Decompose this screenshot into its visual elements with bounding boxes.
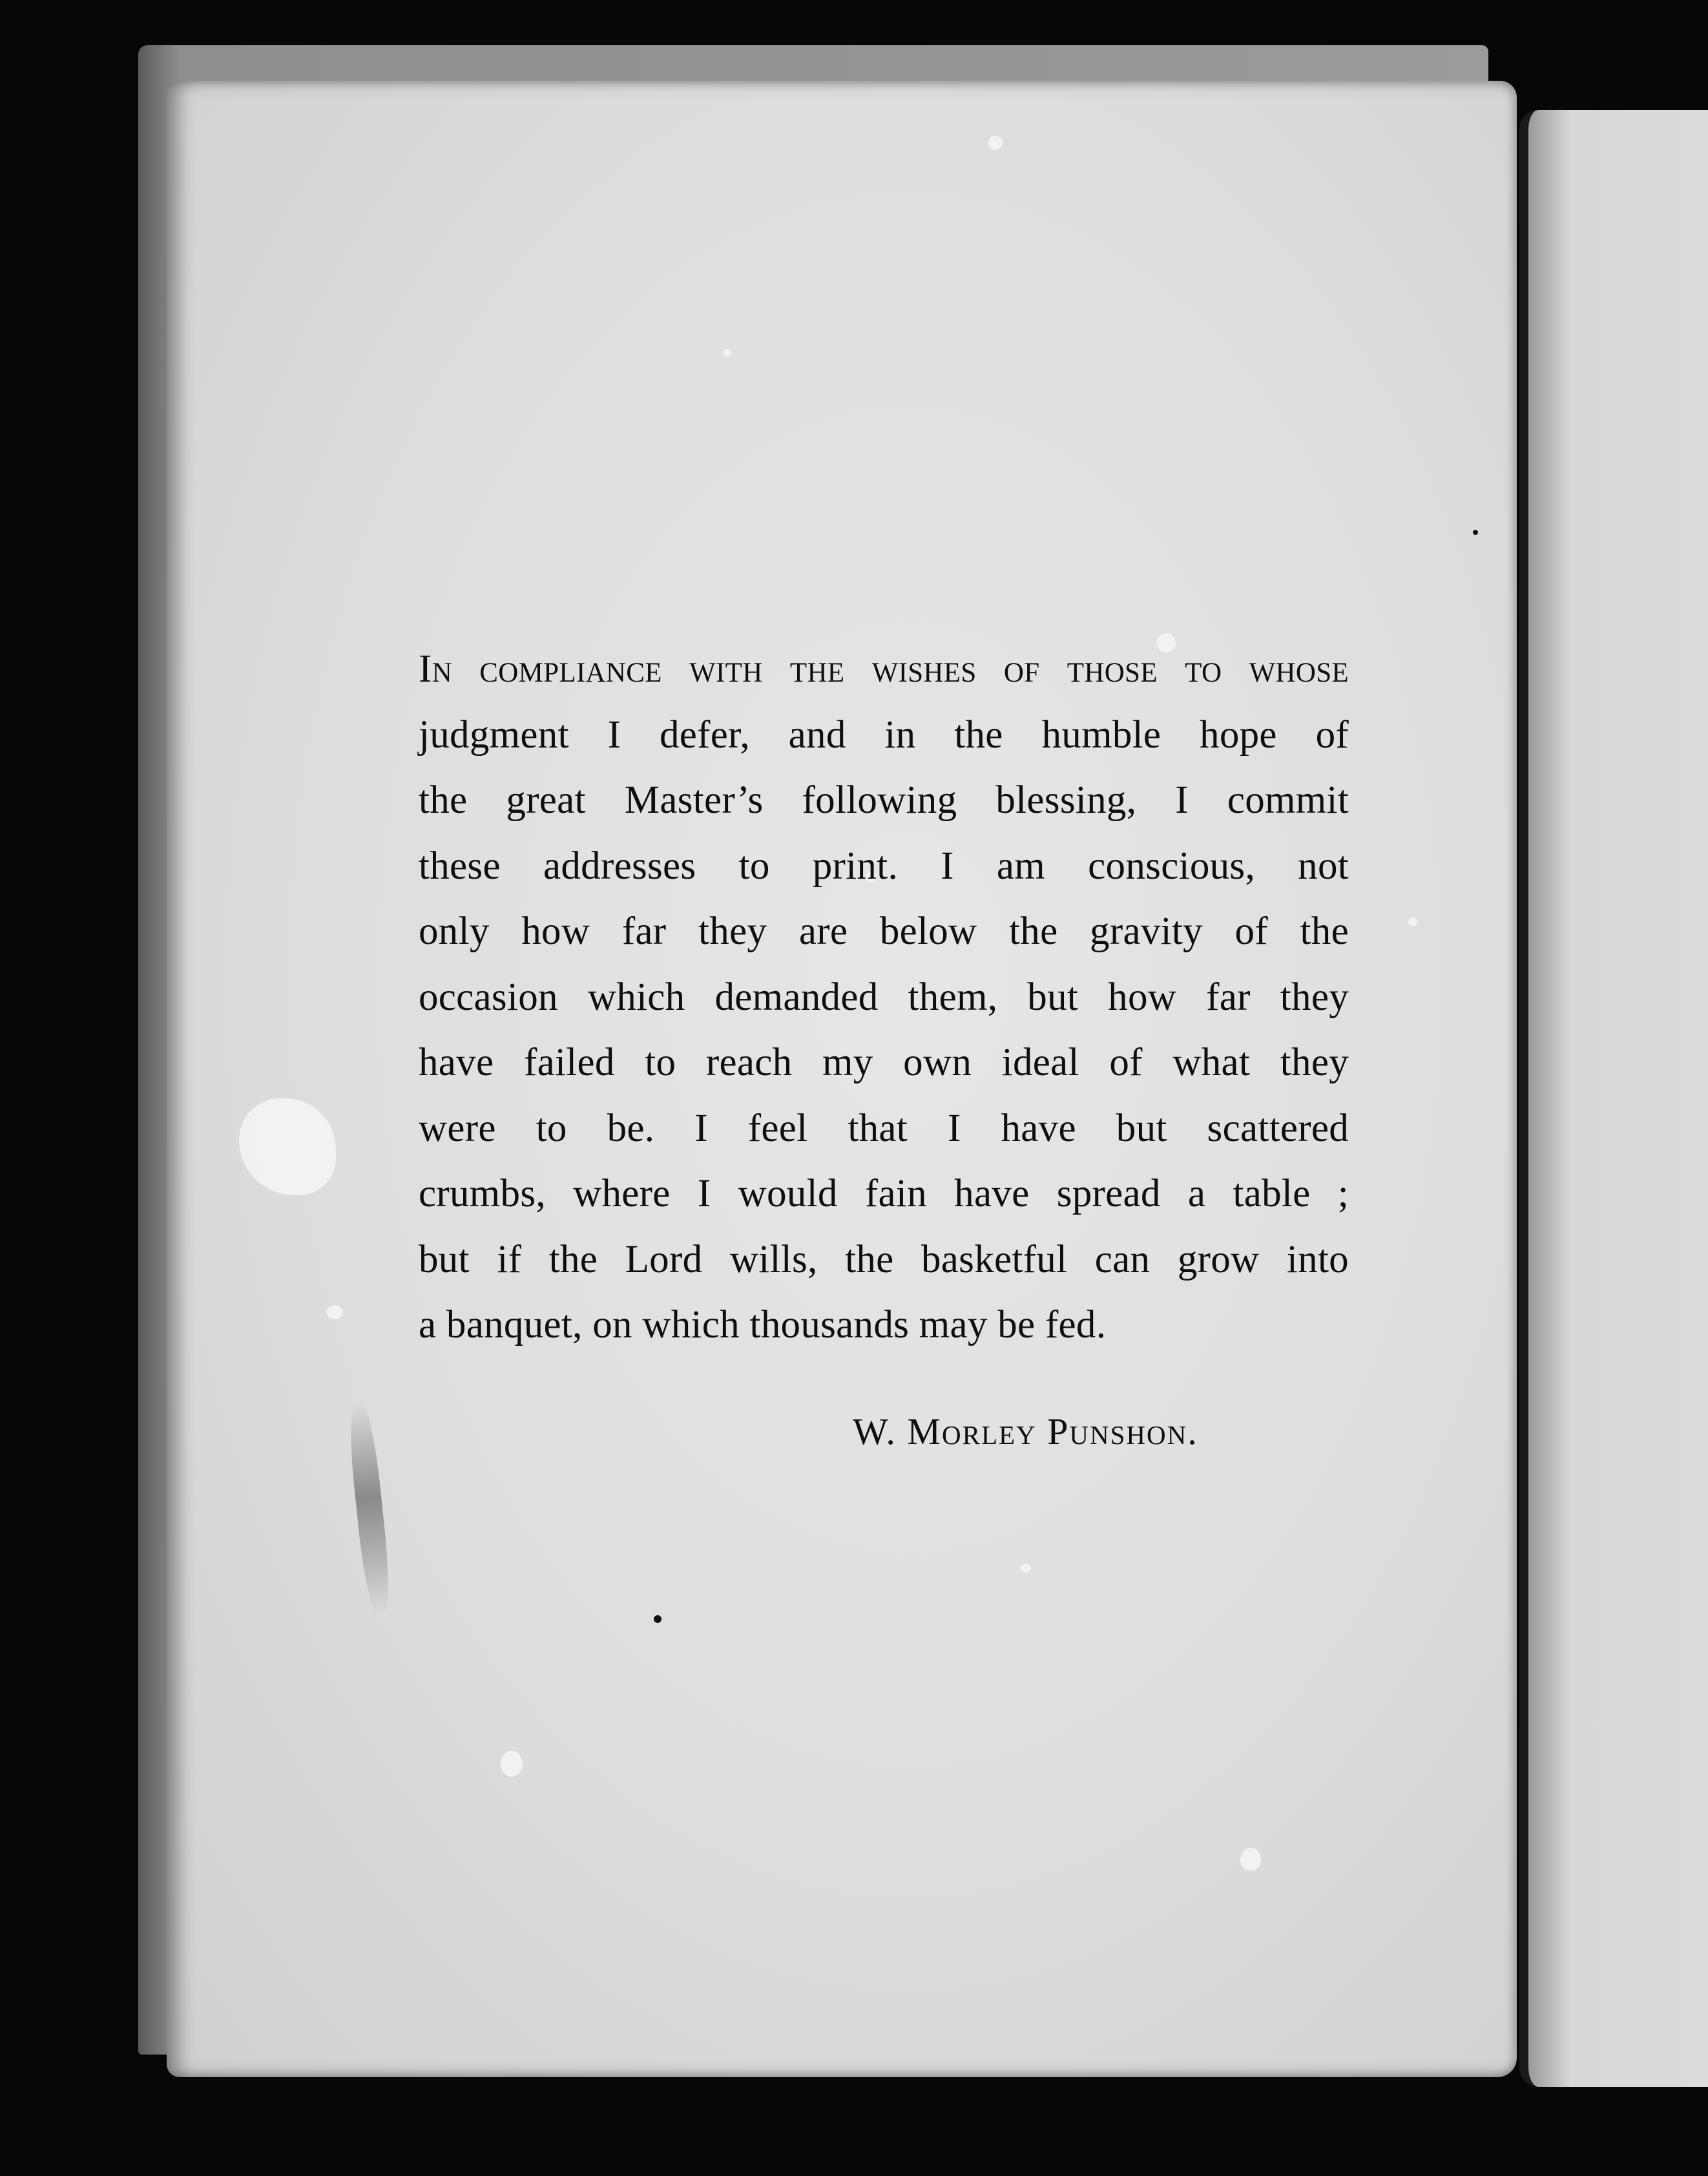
preface-line-1: In compliance with the wishes of those to whose bbox=[419, 647, 1349, 691]
preface-paragraph bbox=[419, 636, 1349, 1358]
paper-fleck bbox=[724, 349, 731, 357]
paper-fleck bbox=[1408, 917, 1417, 926]
preface-line-4: these addresses to print. I am conscious, not bbox=[419, 844, 1349, 888]
preface-line-10: but if the Lord wills, the basketful can grow into bbox=[419, 1237, 1349, 1281]
paper-fleck bbox=[326, 1305, 343, 1319]
preface-line bbox=[419, 636, 1349, 702]
preface-line-8: were to be. I feel that I have but scattered bbox=[419, 1106, 1349, 1150]
preface-line-9: crumbs, where I would fain have spread a table ; bbox=[419, 1172, 1349, 1215]
preface-line-11: a banquet, on which thousands may be fed. bbox=[419, 1303, 1107, 1346]
paper-fleck bbox=[501, 1751, 523, 1777]
paper-fleck bbox=[1240, 1848, 1261, 1871]
ink-speck bbox=[1473, 530, 1478, 535]
ink-speck bbox=[654, 1615, 661, 1623]
preface-line-7: have failed to reach my own ideal of what they bbox=[419, 1041, 1349, 1084]
preface-line-6: occasion which demanded them, but how far they bbox=[419, 975, 1349, 1019]
paper-fleck bbox=[1021, 1564, 1031, 1573]
preface-line-5: only how far they are below the gravity of the bbox=[419, 910, 1349, 953]
preface-line-3: the great Master’s following blessing, I commit bbox=[419, 779, 1349, 822]
facing-page-edge bbox=[1519, 110, 1708, 2087]
author-signature: W. Morley Punshon. bbox=[853, 1410, 1198, 1452]
preface-line-2: judgment I defer, and in the humble hope of bbox=[419, 713, 1349, 757]
paper-fleck bbox=[988, 136, 1003, 150]
